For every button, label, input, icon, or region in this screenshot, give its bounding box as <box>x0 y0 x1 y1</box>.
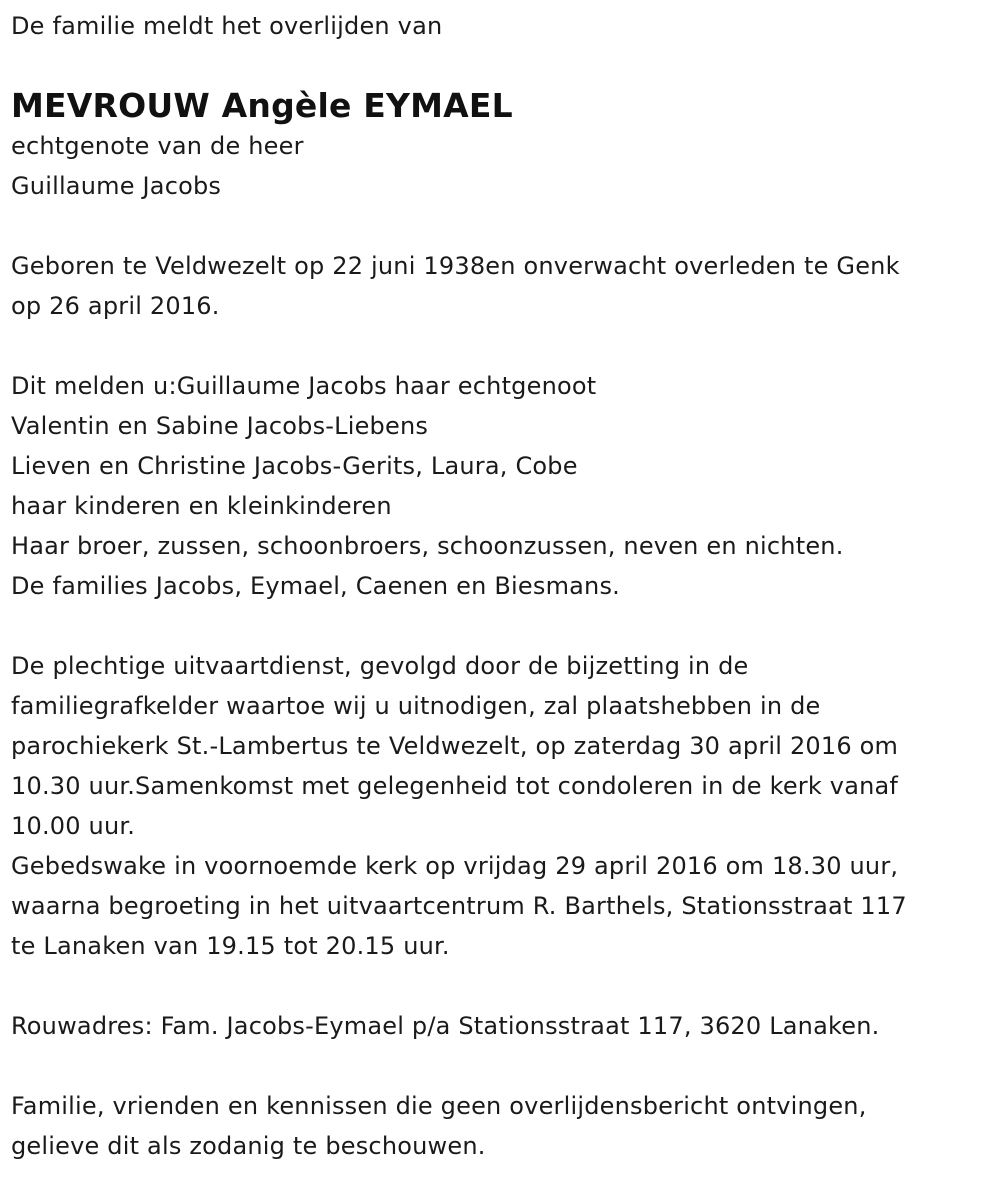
ceremony-line: De plechtige uitvaartdienst, gevolgd door de bijzetting in de <box>11 652 749 680</box>
death-notice <box>11 6 991 1166</box>
closing-line: Familie, vrienden en kennissen die geen overlijdensbericht ontvingen, <box>11 1092 867 1120</box>
birth-death-section <box>11 246 991 326</box>
announcer-line: Valentin en Sabine Jacobs-Liebens <box>11 412 429 440</box>
ceremony-line: 10.30 uur.Samenkomst met gelegenheid tot condoleren in de kerk vanaf <box>11 772 899 800</box>
announcer-line: Haar broer, zussen, schoonbroers, schoonzussen, neven en nichten. <box>11 532 844 560</box>
closing-section <box>11 1086 991 1166</box>
spacer <box>11 206 991 246</box>
birth-death-line: op 26 april 2016. <box>11 292 220 320</box>
intro-line: De familie meldt het overlijden van <box>11 12 443 40</box>
spouse-section <box>11 126 991 206</box>
ceremony-line: familiegrafkelder waartoe wij u uitnodigen, zal plaatshebben in de <box>11 692 821 720</box>
closing-line: gelieve dit als zodanig te beschouwen. <box>11 1132 486 1160</box>
spouse-line: Guillaume Jacobs <box>11 172 222 200</box>
announcer-line: Lieven en Christine Jacobs-Gerits, Laura, Cobe <box>11 452 578 480</box>
ceremony-line: 10.00 uur. <box>11 812 136 840</box>
announcers-section <box>11 366 991 606</box>
ceremony-line: parochiekerk St.-Lambertus te Veldwezelt, op zaterdag 30 april 2016 om <box>11 732 899 760</box>
deceased-name: MEVROUW Angèle EYMAEL <box>11 86 513 125</box>
spacer <box>11 1046 991 1086</box>
announcer-line: De families Jacobs, Eymael, Caenen en Biesmans. <box>11 572 621 600</box>
announcer-line: Dit melden u:Guillaume Jacobs haar echtgenoot <box>11 372 597 400</box>
ceremony-line: te Lanaken van 19.15 tot 20.15 uur. <box>11 932 450 960</box>
ceremony-line: waarna begroeting in het uitvaartcentrum R. Barthels, Stationsstraat 117 <box>11 892 907 920</box>
birth-death-line: Geboren te Veldwezelt op 22 juni 1938en onverwacht overleden te Genk <box>11 252 900 280</box>
spacer <box>11 966 991 1006</box>
spacer <box>11 606 991 646</box>
announcer-line: haar kinderen en kleinkinderen <box>11 492 392 520</box>
ceremony-section <box>11 646 991 966</box>
spacer <box>11 326 991 366</box>
mourning-address: Rouwadres: Fam. Jacobs-Eymael p/a Stationsstraat 117, 3620 Lanaken. <box>11 1012 880 1040</box>
spouse-line: echtgenote van de heer <box>11 132 304 160</box>
ceremony-line: Gebedswake in voornoemde kerk op vrijdag 29 april 2016 om 18.30 uur, <box>11 852 899 880</box>
spacer <box>11 46 991 86</box>
